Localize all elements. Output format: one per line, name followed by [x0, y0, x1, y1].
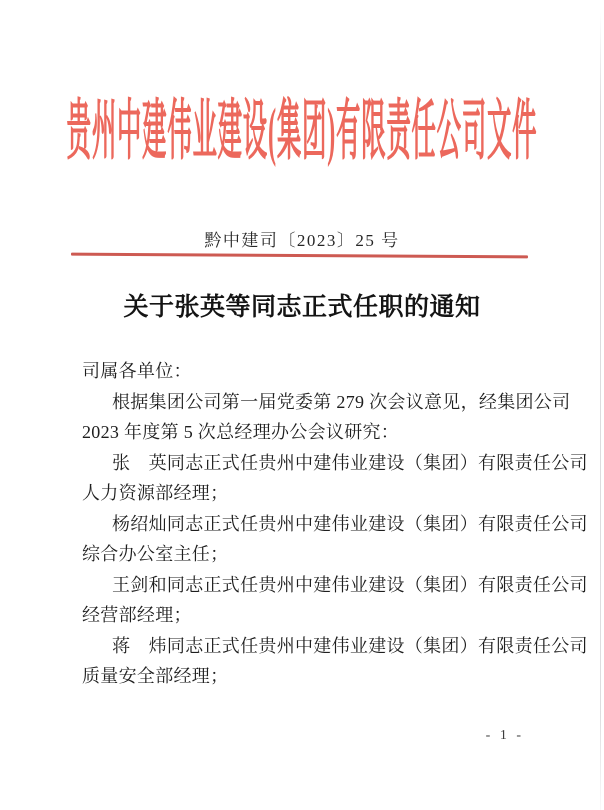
body-line-salutation: 司属各单位：	[82, 361, 192, 381]
body-line: 经营部经理；	[82, 605, 192, 625]
scan-edge-artifact	[600, 12, 602, 810]
body-line: 2023 年度第 5 次总经理办公会议研究：	[82, 422, 400, 442]
body-line: 质量安全部经理；	[82, 666, 229, 686]
page-number: - 1 -	[485, 728, 524, 743]
document-body	[82, 356, 588, 692]
notice-title: 关于张英等同志正式任职的通知	[123, 294, 481, 321]
document-number: 黔中建司〔2023〕25 号	[204, 231, 400, 250]
red-divider-line	[71, 253, 528, 258]
body-line: 人力资源部经理；	[82, 483, 229, 503]
body-line: 蒋 炜同志正式任贵州中建伟业建设（集团）有限责任公司	[112, 635, 588, 656]
org-header-title: 贵州中建伟业建设(集团)有限责任公司文件	[66, 95, 538, 168]
body-line: 张 英同志正式任贵州中建伟业建设（集团）有限责任公司	[112, 452, 588, 473]
body-line: 综合办公室主任；	[82, 544, 229, 564]
body-line: 杨绍灿同志正式任贵州中建伟业建设（集团）有限责任公司	[112, 513, 588, 534]
body-line: 王剑和同志正式任贵州中建伟业建设（集团）有限责任公司	[112, 574, 588, 595]
body-line: 根据集团公司第一届党委第 279 次会议意见，经集团公司	[112, 391, 571, 412]
